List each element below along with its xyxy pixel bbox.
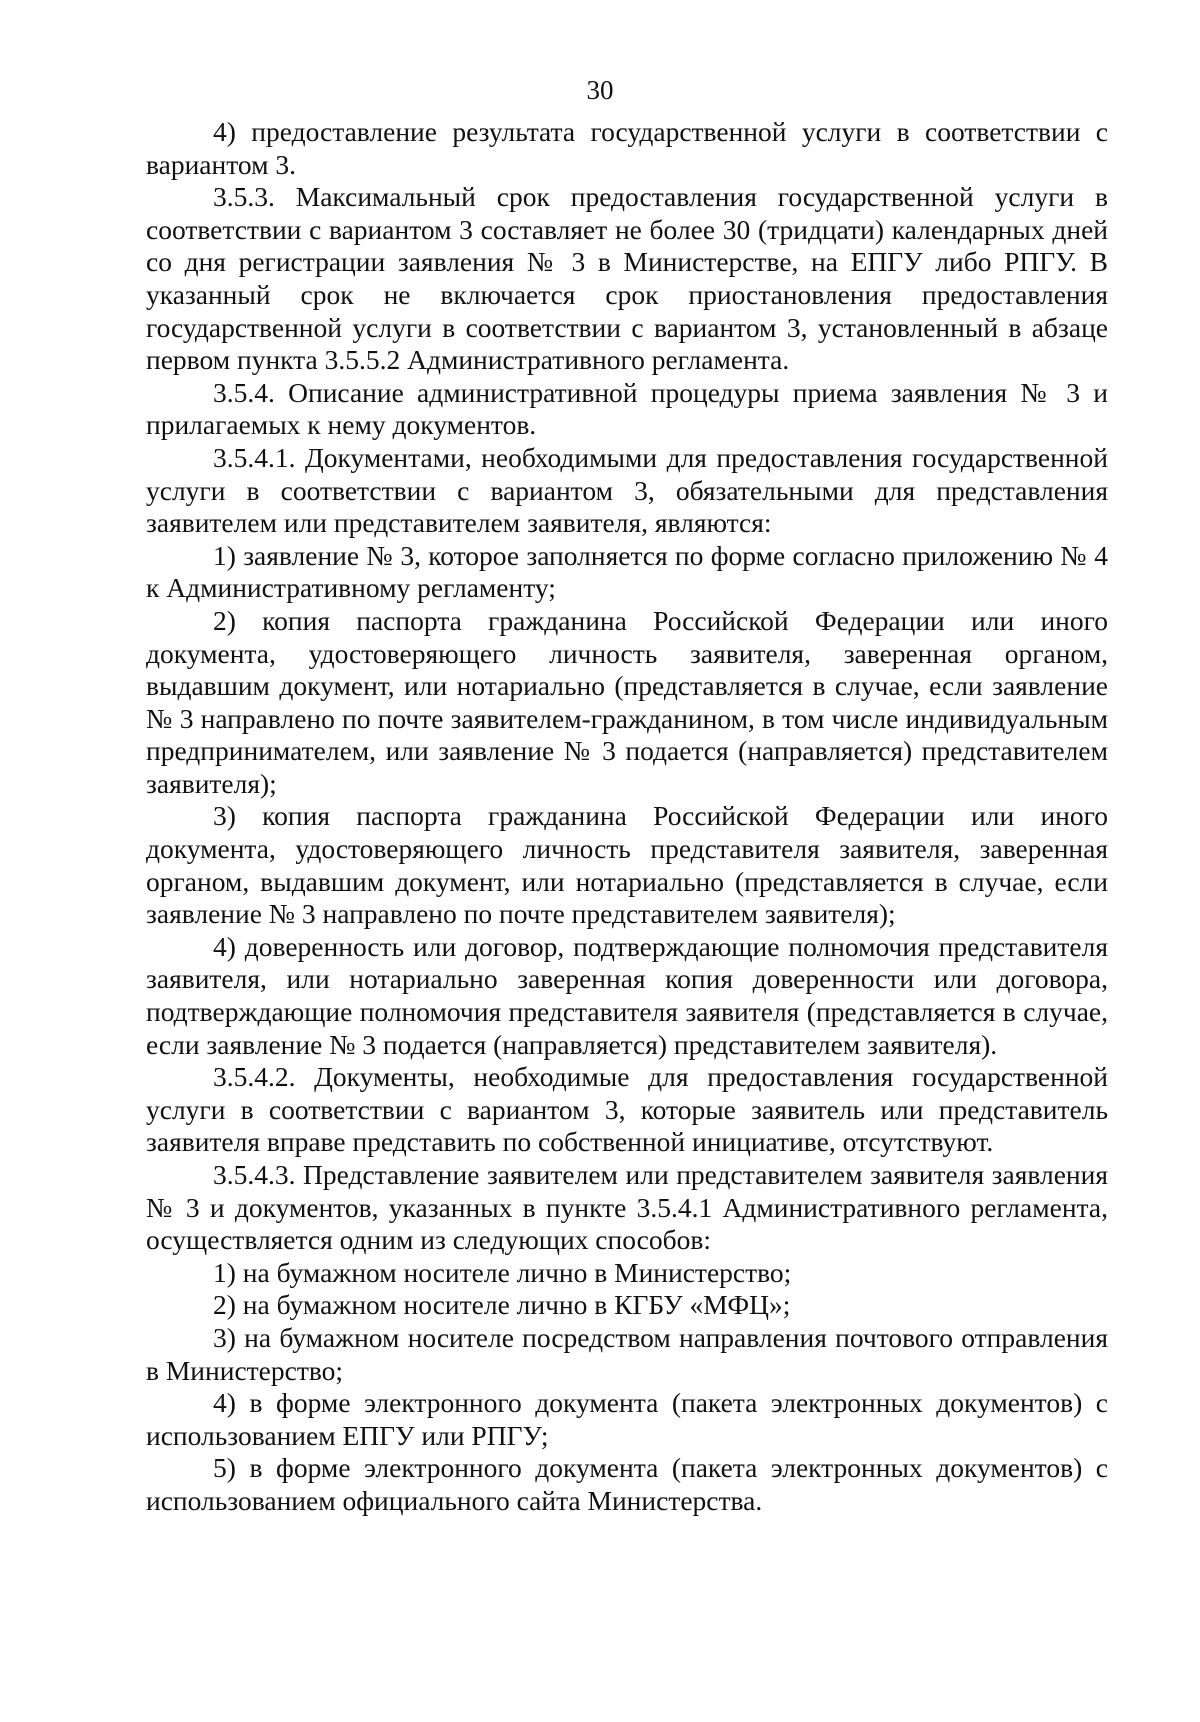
list-item-representative-passport: 3) копия паспорта гражданина Российской Федерации или иного документа, удостоверяющего личность представителя заявителя, заверенная органом, выдавшим документ, или нотариально (представляется в случае, если заявление № 3 направлено по почте представителем заявителя); <box>146 800 1108 930</box>
list-item-electronic-epgu: 4) в форме электронного документа (пакета электронных документов) с использованием ЕПГУ или РПГУ; <box>146 1387 1108 1451</box>
list-item-electronic-site: 5) в форме электронного документа (пакета электронных документов) с использованием официального сайта Министерства. <box>146 1452 1108 1516</box>
paragraph-3-5-4-3: 3.5.4.3. Представление заявителем или представителем заявителя заявления № 3 и документов, указанных в пункте 3.5.4.1 Административного регламента, осуществляется одним из следующих способов: <box>146 1159 1108 1256</box>
paragraph-3-5-4-1: 3.5.4.1. Документами, необходимыми для предоставления государственной услуги в соответствии с вариантом 3, обязательными для представления заявителем или представителем заявителя, являются: <box>146 441 1108 539</box>
paragraph-3-5-3: 3.5.3. Максимальный срок предоставления государственной услуги в соответствии с вариантом 3 составляет не более 30 (тридцати) календарных дней со дня регистрации заявления № 3 в Министерстве, на ЕПГУ либо РПГУ. В указанный срок не включается срок приостановления предоставления государственной услуги в соответствии с вариантом 3, установленный в абзаце первом пункта 3.5.5.2 Административного регламента. <box>146 181 1108 376</box>
list-item-postal: 3) на бумажном носителе посредством направления почтового отправления в Министерство; <box>146 1321 1108 1386</box>
list-item-application: 1) заявление № 3, которое заполняется по форме согласно приложению № 4 к Административному регламенту; <box>146 539 1108 604</box>
list-item-paper-mfc: 2) на бумажном носителе лично в КГБУ «МФЦ»; <box>213 1289 791 1321</box>
list-item-applicant-passport: 2) копия паспорта гражданина Российской Федерации или иного документа, удостоверяющего личность заявителя, заверенная органом, выдавшим документ, или нотариально (представляется в случае, если заявление № 3 направлено по почте заявителем-гражданином, в том числе индивидуальным предпринимателем, или заявление № 3 подается (направляется) представителем заявителя); <box>146 604 1108 799</box>
paragraph-item-4-result: 4) предоставление результата государственной услуги в соответствии с вариантом 3. <box>146 116 1108 180</box>
paragraph-3-5-4-2: 3.5.4.2. Документы, необходимые для предоставления государственной услуги в соответствии с вариантом 3, которые заявитель или представитель заявителя вправе представить по собственной инициативе, отсутствуют. <box>146 1061 1108 1158</box>
list-item-paper-ministry: 1) на бумажном носителе лично в Министерство; <box>213 1256 792 1288</box>
document-body <box>146 116 1108 1518</box>
paragraph-3-5-4: 3.5.4. Описание административной процедуры приема заявления № 3 и прилагаемых к нему документов. <box>146 376 1108 441</box>
page-number: 30 <box>586 75 614 105</box>
list-item-power-of-attorney: 4) доверенность или договор, подтверждающие полномочия представителя заявителя, или нотариально заверенная копия доверенности или договора, подтверждающие полномочия представителя заявителя (представляется в случае, если заявление № 3 подается (направляется) представителем заявителя). <box>146 930 1108 1060</box>
